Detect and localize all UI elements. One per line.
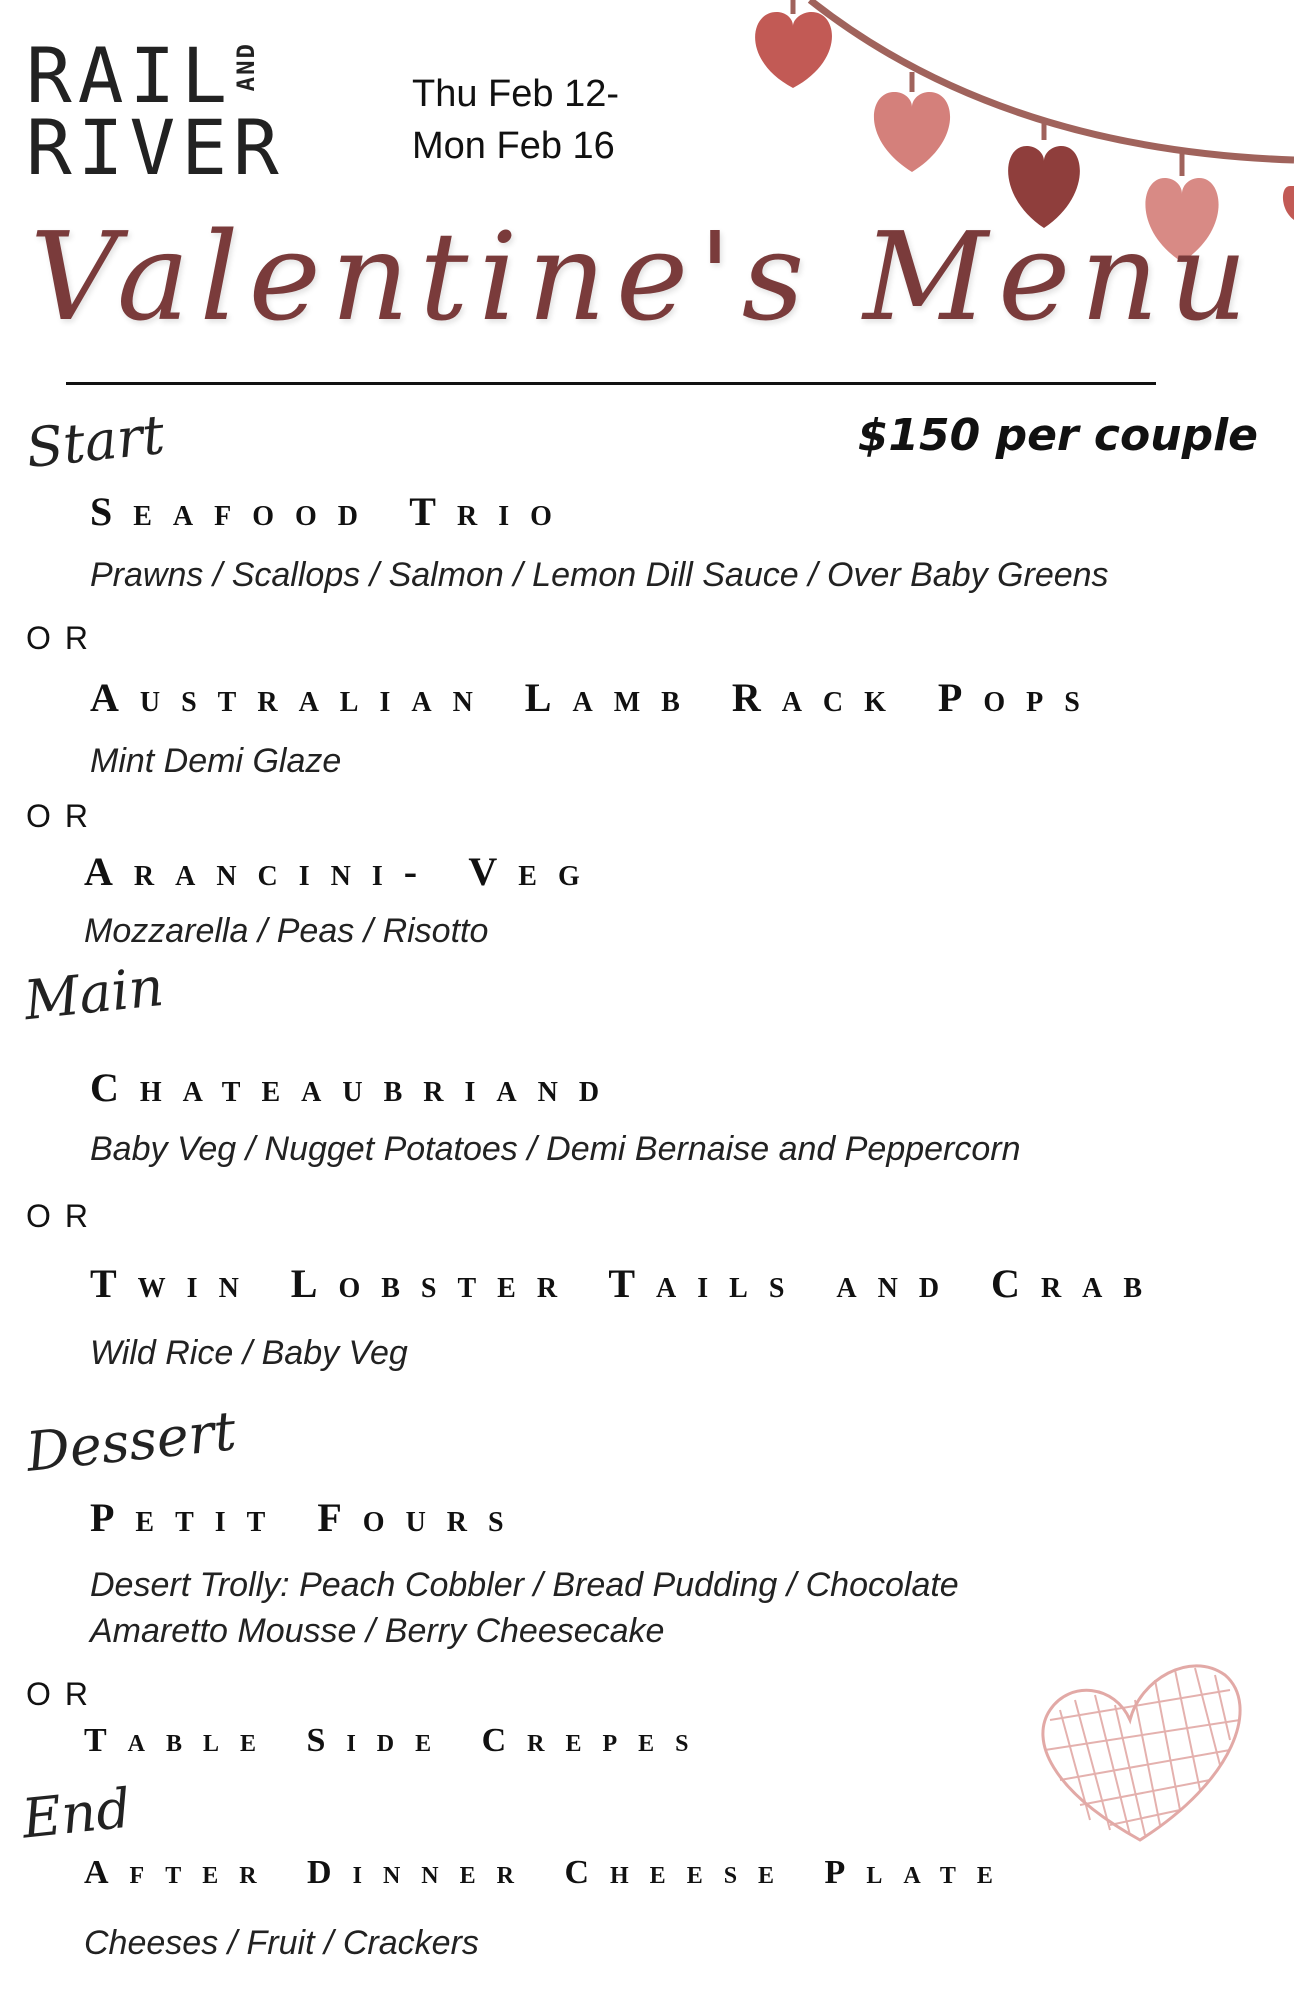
scribble-heart-icon bbox=[1020, 1650, 1260, 1850]
logo-word-river: RIVER bbox=[26, 103, 285, 192]
or-divider-2: OR bbox=[26, 798, 102, 834]
or-divider-3: OR bbox=[26, 1198, 102, 1234]
dish-cheese-plate: After Dinner Cheese Plate bbox=[84, 1854, 1014, 1891]
date-range-start: Thu Feb 12- bbox=[412, 73, 619, 115]
garland-heart-2 bbox=[874, 72, 950, 172]
dish-lamb-rack-pops-desc: Mint Demi Glaze bbox=[90, 742, 342, 780]
title-divider bbox=[66, 382, 1156, 385]
logo-word-and: AND bbox=[232, 42, 260, 92]
section-label-end: End bbox=[19, 1776, 134, 1851]
dish-cheese-plate-desc: Cheeses / Fruit / Crackers bbox=[84, 1924, 479, 1962]
dish-seafood-trio: Seafood Trio bbox=[90, 489, 573, 534]
dish-lobster-crab-desc: Wild Rice / Baby Veg bbox=[90, 1334, 408, 1372]
dish-petit-fours: Petit Fours bbox=[90, 1495, 525, 1540]
menu-title: Valentine's Menu bbox=[30, 206, 1258, 348]
dish-petit-fours-desc-line1: Desert Trolly: Peach Cobbler / Bread Pudding / Chocolate bbox=[90, 1566, 959, 1604]
brand-logo bbox=[26, 31, 285, 192]
dish-arancini: Arancini- Veg bbox=[84, 849, 601, 894]
section-label-start: Start bbox=[23, 402, 168, 481]
price-label: $150 per couple bbox=[857, 410, 1258, 461]
or-divider-4: OR bbox=[26, 1676, 102, 1712]
dish-petit-fours-desc-line2: Amaretto Mousse / Berry Cheesecake bbox=[90, 1612, 665, 1650]
date-range bbox=[412, 68, 619, 172]
section-label-main: Main bbox=[21, 954, 167, 1033]
dish-chateaubriand-desc: Baby Veg / Nugget Potatoes / Demi Bernaise and Peppercorn bbox=[90, 1130, 1021, 1168]
dish-seafood-trio-desc: Prawns / Scallops / Salmon / Lemon Dill Sauce / Over Baby Greens bbox=[90, 556, 1109, 594]
dish-lobster-crab: Twin Lobster Tails and Crab bbox=[90, 1261, 1164, 1306]
dish-table-side-crepes: Table Side Crepes bbox=[84, 1722, 710, 1759]
date-range-end: Mon Feb 16 bbox=[412, 125, 615, 167]
dish-lamb-rack-pops: Australian Lamb Rack Pops bbox=[90, 675, 1101, 720]
or-divider-1: OR bbox=[26, 620, 102, 656]
dish-chateaubriand: Chateaubriand bbox=[90, 1065, 621, 1110]
dish-arancini-desc: Mozzarella / Peas / Risotto bbox=[84, 912, 489, 950]
section-label-dessert: Dessert bbox=[23, 1399, 239, 1484]
logo-word-rail: RAIL bbox=[26, 31, 234, 120]
garland-heart-1 bbox=[755, 0, 832, 88]
